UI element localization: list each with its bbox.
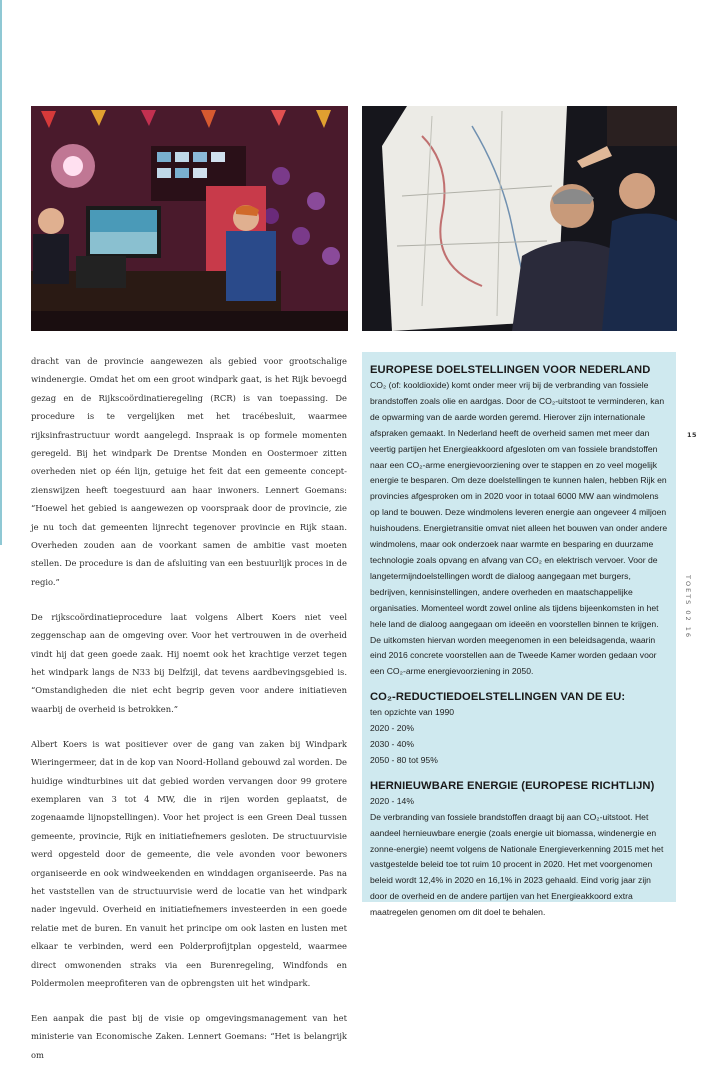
info-box-heading-renewable: HERNIEUWBARE ENERGIE (EUROPESE RICHTLIJN)	[370, 779, 655, 792]
article-body	[31, 352, 347, 1081]
info-box-list-item: 2030 - 40%	[370, 739, 414, 750]
info-box	[362, 352, 676, 918]
info-box-text-renewable: De verbranding van fossiele brandstoffen draagt bij aan CO₂-uitstoot. Het aandeel hernieuwbare energie (zoals energie uit biomassa, windenergie en zonne-energie) neemt volgens de Nationale Energieverkenning 2015 met het vastgestelde beleid toe tot ruim 10 procent in 2020. Het met voorgenomen beleid wordt 12,4% in 2020 en 16,1% in 2023 gehaald. Eind vorig jaar zijn door de overheid en de andere partijen van het Energieakkoord extra maatregelen genomen om dit doel te behalen.	[370, 811, 664, 918]
info-box-list-item: ten opzichte van 1990	[370, 707, 455, 718]
article-paragraph: dracht van de provincie aangewezen als gebied voor grootschalige windenergie. Omdat het om een groot windpark gaat, is het Rijk bevoegd gezag en de Rijkscoördinatieregeling (RCR) is van toepassing. De procedure is te vergelijken met het tracébesluit, waarmee rijksinfrastructuur wordt aangelegd. Inspraak is op formele momenten geregeld. Bij het windpark De Drentse Monden en Oostermoer zitten overheden niet op één lijn, getuige het feit dat een gemeente concept-zienswijzen heeft toegestuurd aan haar inwoners. Lennert Goemans: “Hoewel het gebied is aangewezen op voorspraak door de provincie, zie je nu toch dat gemeenten lijnrecht tegenover provincie en Rijk staan. Overheden zouden aan de voorkant samen de ambitie vast moeten stellen. De procedure is dan de afsluiting van een bestuurlijk proces in de regio.”	[31, 356, 347, 587]
page-number: 15	[687, 431, 698, 439]
article-paragraph: Een aanpak die past bij de visie op omgevingsmanagement van het ministerie van Economische Zaken. Lennert Goemans: “Het is belangrijk om	[31, 1012, 347, 1060]
magazine-issue: TOETS 02 16	[684, 575, 692, 639]
photo-map-discussion-illustration	[362, 106, 677, 331]
article-paragraph: Albert Koers is wat positiever over de gang van zaken bij Windpark Wieringermeer, dat in de kop van Noord-Holland gebouwd zal worden. De huidige windturbines uit dat gebied worden vervangen door 99 grotere exemplaren van 3 tot 4 MW, die in rijen worden geplaatst, de zogenaamde lijnopstellingen). Voor het project is een Green Deal tussen gemeente, provincie, Rijk en initiatiefnemers gesloten. De structuurvisie werd opgesteld door de gemeente, die vele avonden voor bewoners organiseerde en ook windweekenden en winddagen organiseerde. Pas na het vaststellen van de structuurvisie werd de locatie van het windpark nader ingevuld. Overheid en initiatiefnemers investeerden in een goede relatie met de buren. En vanuit het principe om ook lasten en lusten met elkaar te verbinden, werd een Polderprofijtplan opgesteld, waarmee direct omwonenden straks via een Burenregeling, Windfonds en Poldermolen meeprofiteren van de opbrengsten uit het windpark.	[31, 738, 347, 988]
photo-meeting-room	[31, 106, 348, 331]
info-box-heading-reduction: CO₂-REDUCTIEDOELSTELLINGEN VAN DE EU:	[370, 691, 626, 704]
info-box-renewable-target: 2020 - 14%	[370, 795, 414, 806]
info-box-text-targets: CO₂ (of: kooldioxide) komt onder meer vrij bij de verbranding van fossiele brandstoffen zoals olie en aardgas. Door de CO₂-uitstoot te verminderen, kan de opwarming van de aarde worden geremd. Hierover zijn internationale afspraken gemaakt. In Nederland heeft de overheid samen met meer dan veertig partijen het Energieakkoord afgesloten om van fossiele brandstoffen naar een CO₂-arme energievoorziening over te stappen en zo veel mogelijk energie te besparen. Om deze doelstellingen te kunnen halen, hebben Rijk en provincies afgesproken om in 2020 voor in totaal 6000 MW aan windmolens op land te bouwen. Deze windmolens leveren energie aan ongeveer 4 miljoen huishoudens. Energietransitie omvat niet alleen het bouwen van onder andere windmolens, maar ook onderzoek naar warmte en besparing en duurzame technologie zoals opvang en afvang van CO₂ en elektrisch vervoer. Voor de langetermijndoelstellingen wordt de dialoog aangegaan met burgers, bedrijven, kennisinstellingen, andere overheden en maatschappelijke organisaties. Momenteel wordt zowel online als tijdens bijeenkomsten in het hele land de dialoog aangegaan om ideeën en voorstellen binnen te krijgen. De uitkomsten hiervan worden meegenomen in een beleidsagenda, waarin eind 2016 concrete voorstellen aan de Tweede Kamer worden gedaan voor een CO₂-arme energievoorziening in 2050.	[370, 380, 668, 677]
left-accent-line	[0, 0, 2, 545]
article-paragraph: De rijkscoördinatieprocedure laat volgens Albert Koers niet veel zeggenschap aan de omgeving over. Voor het vertrouwen in de overheid vindt hij dat geen goede zaak. Hij noemt ook het krachtige verzet tegen het windpark langs de N33 bij Delfzijl, dat tevens aardbevingsgebied is. “Omstandigheden die niet echt begrip geven voor andere initiatieven waarbij de overheid is betrokken.”	[31, 611, 347, 714]
info-box-heading-targets: EUROPESE DOELSTELLINGEN VOOR NEDERLAND	[370, 364, 651, 376]
photo-map-discussion	[362, 106, 677, 331]
info-box-list-item: 2020 - 20%	[370, 723, 414, 734]
info-box-list-item: 2050 - 80 tot 95%	[370, 754, 438, 765]
photo-meeting-room-illustration	[31, 106, 348, 331]
